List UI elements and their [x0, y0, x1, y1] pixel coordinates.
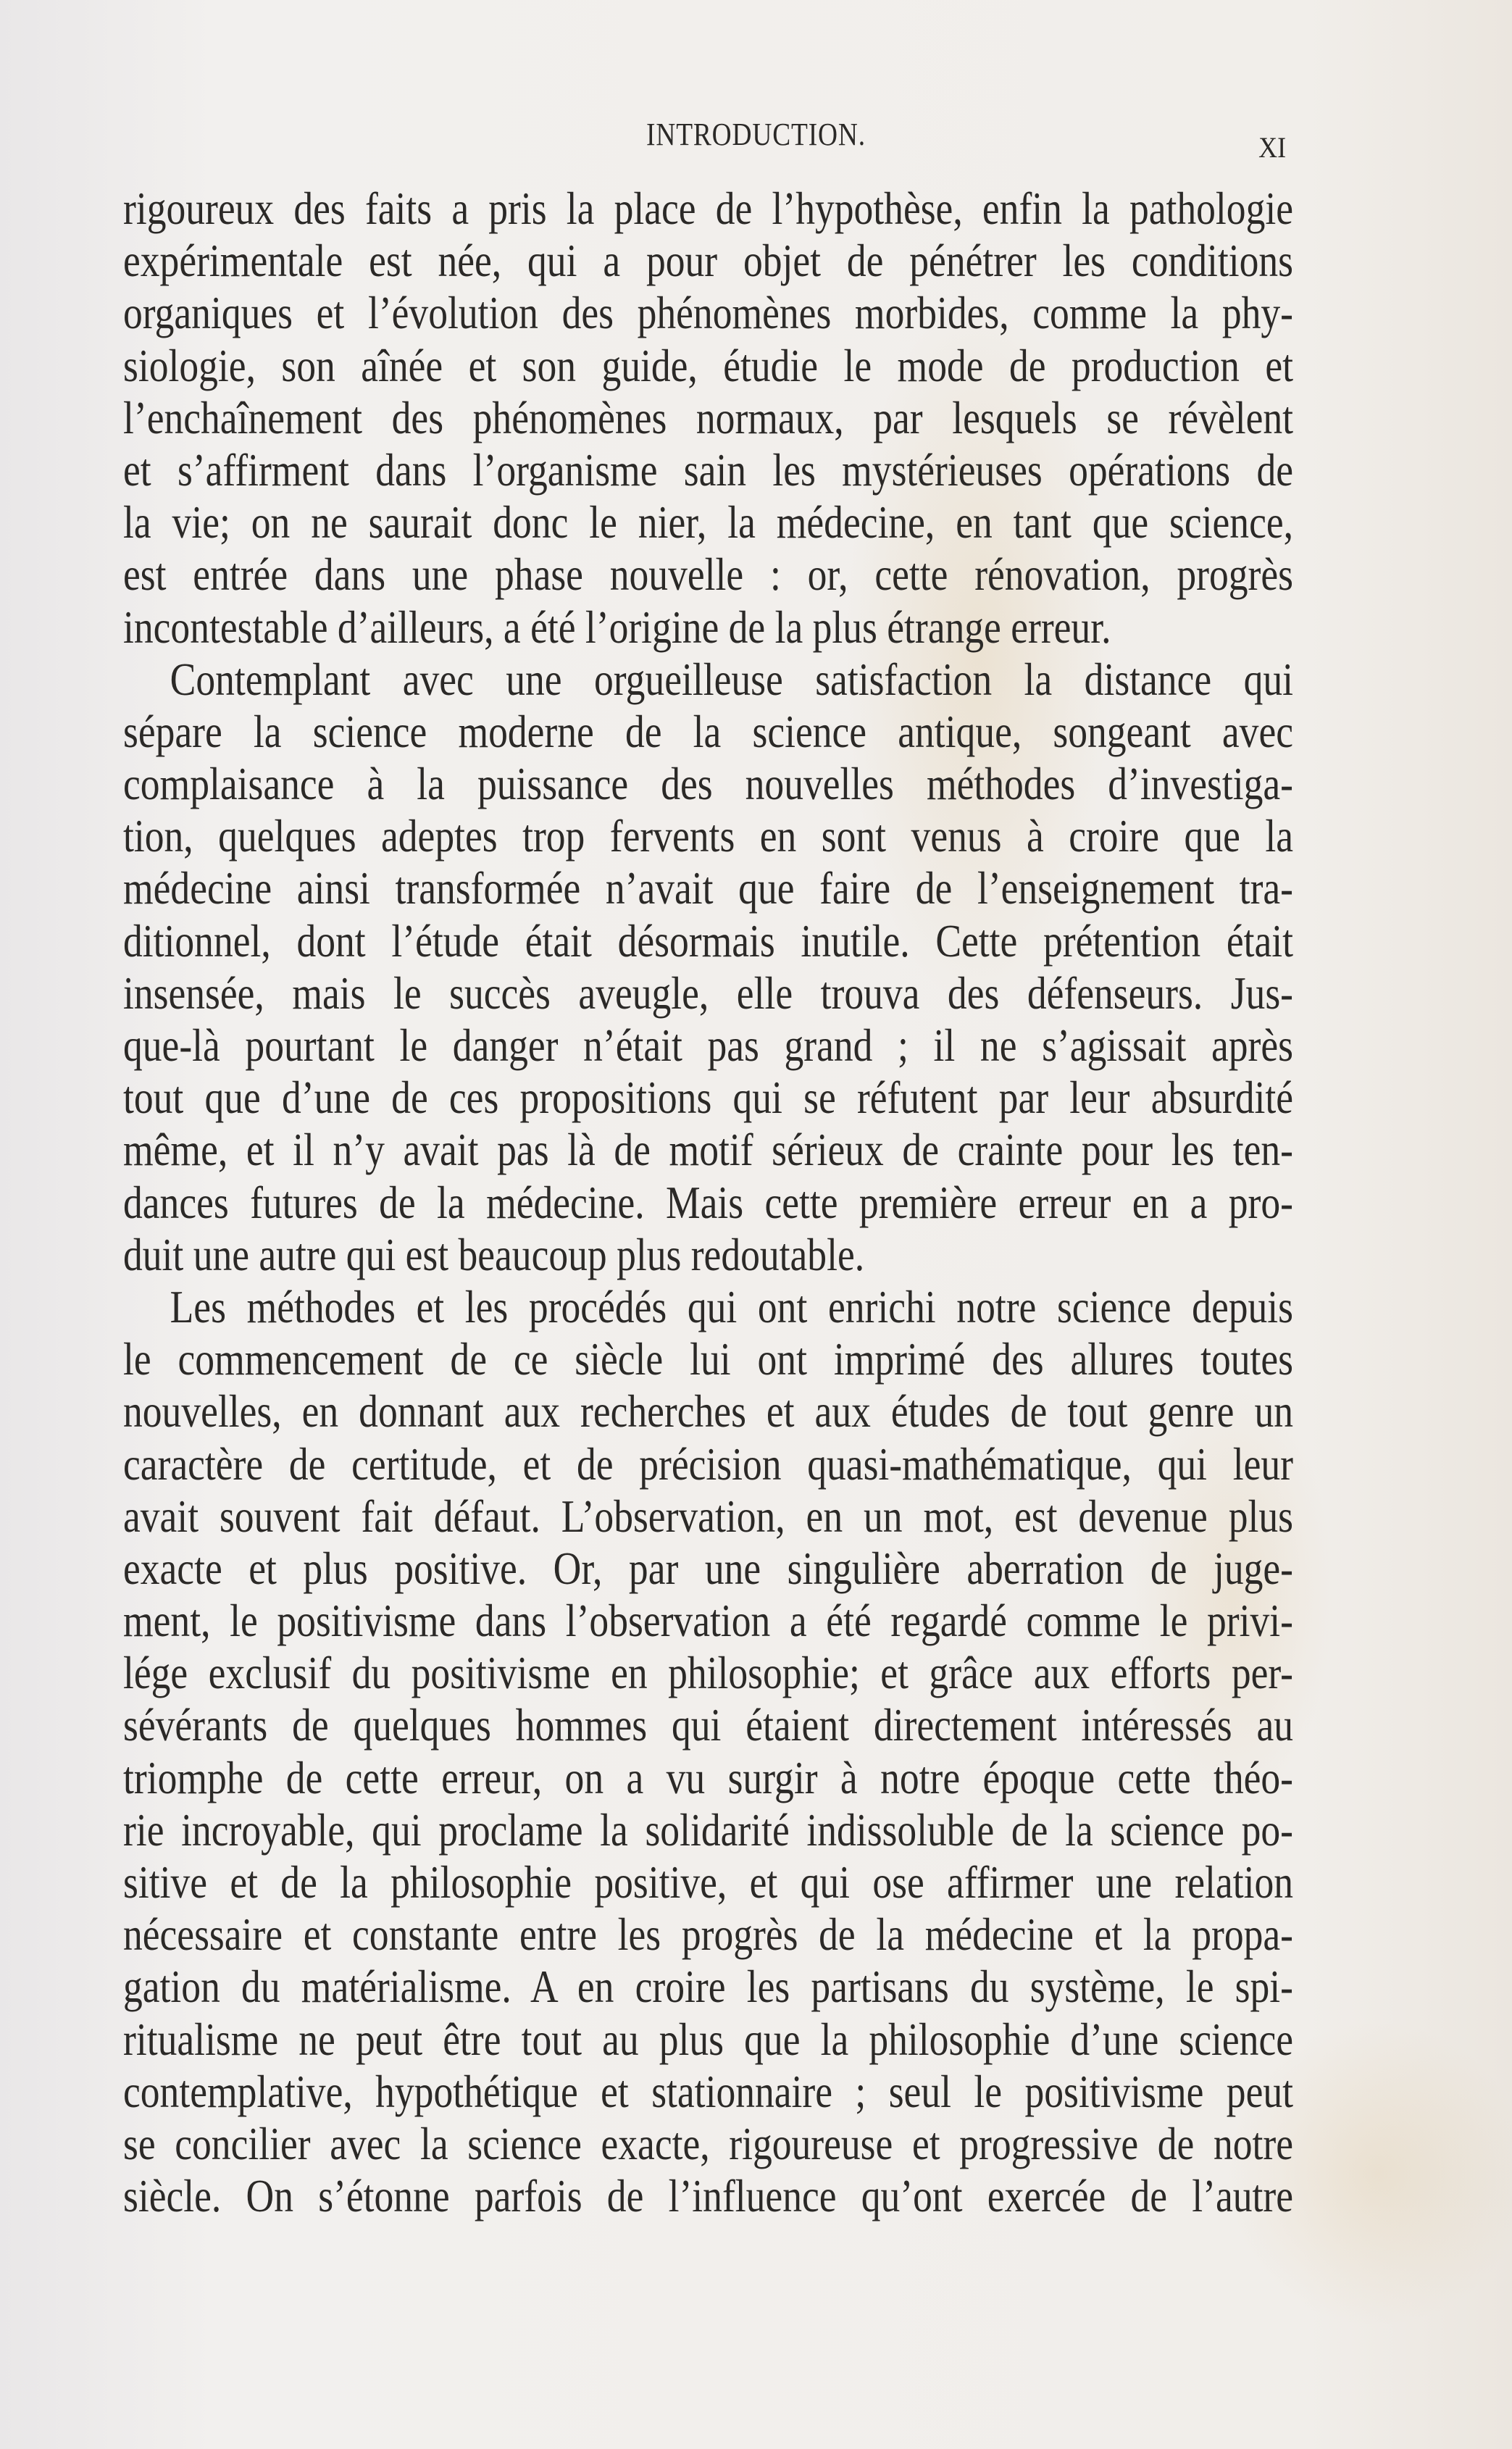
text-line: siècle. On s’étonne parfois de l’influence qu’ont exercée de l’autre [123, 2171, 1293, 2222]
paragraph [123, 183, 1293, 654]
text-line: sitive et de la philosophie positive, et qui ose affirmer une relation [123, 1857, 1293, 1908]
text-line: siologie, son aînée et son guide, étudie le mode de production et [123, 340, 1293, 391]
text-line: avait souvent fait défaut. L’observation, en un mot, est devenue plus [123, 1490, 1293, 1542]
text-line: tout que d’une de ces propositions qui se réfutent par leur absurdité [123, 1072, 1293, 1124]
text-line: et s’affirment dans l’organisme sain les mystérieuses opérations de [123, 444, 1293, 496]
text-line: ment, le positivisme dans l’observation a été regardé comme le privi- [123, 1595, 1293, 1647]
text-line: le commencement de ce siècle lui ont imprimé des allures toutes [123, 1334, 1293, 1385]
text-line: exacte et plus positive. Or, par une singulière aberration de juge- [123, 1543, 1293, 1594]
text-line: contemplative, hypothétique et stationnaire ; seul le positivisme peut [123, 2066, 1293, 2117]
text-line: organiques et l’évolution des phénomènes morbides, comme la phy- [123, 288, 1293, 339]
body-text [123, 183, 1293, 2222]
text-line: incontestable d’ailleurs, a été l’origine de la plus étrange erreur. [123, 601, 1111, 653]
text-line: que-là pourtant le danger n’était pas grand ; il ne s’agissait après [123, 1020, 1293, 1071]
text-line: est entrée dans une phase nouvelle : or, cette rénovation, progrès [123, 549, 1293, 601]
page-number: XI [1258, 131, 1287, 164]
text-line: expérimentale est née, qui a pour objet de pénétrer les conditions [123, 235, 1293, 287]
text-line: dances futures de la médecine. Mais cette première erreur en a pro- [123, 1177, 1293, 1228]
text-line: sévérants de quelques hommes qui étaient directement intéressés au [123, 1700, 1293, 1751]
text-line: se concilier avec la science exacte, rigoureuse et progressive de notre [123, 2118, 1293, 2169]
text-line: même, et il n’y avait pas là de motif sérieux de crainte pour les ten- [123, 1125, 1293, 1176]
text-line: ditionnel, dont l’étude était désormais inutile. Cette prétention était [123, 915, 1293, 967]
paragraph [123, 654, 1293, 1281]
text-line: rigoureux des faits a pris la place de l’hypothèse, enfin la pathologie [123, 183, 1293, 234]
text-line: triomphe de cette erreur, on a vu surgir à notre époque cette théo- [123, 1752, 1293, 1803]
text-line: insensée, mais le succès aveugle, elle trouva des défenseurs. Jus- [123, 967, 1293, 1019]
text-line: tion, quelques adeptes trop fervents en sont venus à croire que la [123, 811, 1293, 862]
text-line: Contemplant avec une orgueilleuse satisfaction la distance qui [170, 654, 1294, 705]
text-line: Les méthodes et les procédés qui ont enrichi notre science depuis [170, 1281, 1294, 1332]
text-line: nécessaire et constante entre les progrès de la médecine et la propa- [123, 1909, 1293, 1961]
paragraph [123, 1281, 1293, 2222]
text-line: ritualisme ne peut être tout au plus que la philosophie d’une science [123, 2014, 1293, 2065]
text-line: complaisance à la puissance des nouvelles méthodes d’investiga- [123, 759, 1293, 810]
text-line: rie incroyable, qui proclame la solidarité indissoluble de la science po- [123, 1804, 1293, 1856]
text-line: nouvelles, en donnant aux recherches et aux études de tout genre un [123, 1386, 1293, 1438]
text-line: l’enchaînement des phénomènes normaux, par lesquels se révèlent [123, 392, 1293, 443]
text-line: caractère de certitude, et de précision quasi-mathématique, qui leur [123, 1438, 1293, 1490]
text-line: sépare la science moderne de la science antique, songeant avec [123, 706, 1293, 757]
text-line: la vie; on ne saurait donc le nier, la médecine, en tant que science, [123, 497, 1293, 548]
text-line: médecine ainsi transformée n’avait que faire de l’enseignement tra- [123, 863, 1293, 914]
text-line: gation du matérialisme. A en croire les partisans du système, le spi- [123, 1961, 1293, 2013]
text-line: duit une autre qui est beaucoup plus redoutable. [123, 1229, 865, 1280]
running-header: INTRODUCTION. [646, 117, 866, 152]
text-line: lége exclusif du positivisme en philosophie; et grâce aux efforts per- [123, 1648, 1293, 1699]
